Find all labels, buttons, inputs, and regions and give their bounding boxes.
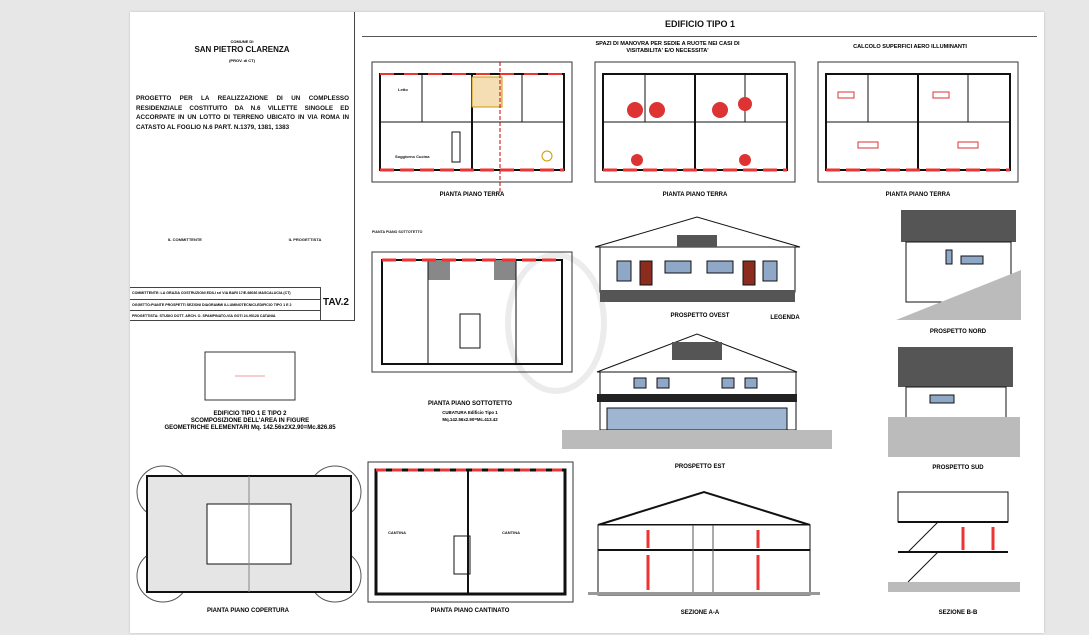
floor-plan-ground-2 — [595, 62, 795, 182]
caption-prospetto-sud: PROSPETTO SUD — [932, 465, 984, 471]
spazi-manovra-header: SPAZI DI MANOVRA PER SEDIE A RUOTE NEI CASI DI VISITABILITA' E/O NECESSITA' — [595, 41, 740, 54]
roof-plan — [135, 464, 363, 604]
project-description: PROGETTO PER LA REALIZZAZIONE DI UN COMPLESSO RESIDENZIALE COSTITUITO DA N.6 VILLETTE SINGOLE ED ACCORPATE IN UN LOTTO DI TERRENO UBICATO IN VIA ROMA IN CATASTO AL FOGLIO N.6 PART. N.1379, 1381, 1383 — [136, 95, 349, 131]
area-decomposition — [205, 352, 295, 402]
floor-plan-sottotetto — [372, 252, 572, 372]
city-name: SAN PIETRO CLARENZA — [194, 45, 290, 54]
comune-label: COMUNE DI — [230, 39, 254, 44]
section-bb — [888, 482, 1020, 592]
floor-plan-ground-3 — [818, 62, 1018, 182]
oggetto-row: OGGETTO:PIANTE PROSPETTI SEZIONI DIAGRAMMI ILLUMINOTECNICI-EDIFICIO TIPO 1 E 2 — [130, 300, 320, 311]
caption-prospetto-est: PROSPETTO EST — [674, 464, 726, 470]
committente-row: COMMITTENTE: LA GRAZIA COSTRUZIONI EDILI srl VIA BARI 17/E-98036 MASCALUCIA (CT) — [130, 288, 320, 300]
title-block — [130, 12, 355, 321]
room-label-cantina-2: CANTINA — [502, 530, 520, 535]
caption-prospetto-ovest: PROSPETTO OVEST — [670, 313, 730, 319]
cubatura-line1: CUBATURA Edificio Tipo 1 — [442, 410, 498, 415]
room-label-letto: Letto — [398, 87, 408, 92]
scomposizione-line3: GEOMETRICHE ELEMENTARI Mq. 142.56x2X2.90=Mc.826.85 — [164, 425, 336, 431]
elevation-sud — [888, 347, 1020, 457]
caption-sezione-aa: SEZIONE A-A — [680, 610, 720, 616]
caption-sezione-bb: SEZIONE B-B — [938, 610, 978, 616]
caption-pianta-terra-2: PIANTA PIANO TERRA — [662, 192, 728, 198]
caption-prospetto-nord: PROSPETTO NORD — [929, 329, 987, 335]
cubatura-line2: Mq.142.56x2.90=Mc.413.42 — [442, 417, 498, 422]
room-label-soggiorno: Soggiorno Cucina — [395, 154, 430, 159]
sheet-heading: EDIFICIO TIPO 1 — [665, 19, 736, 29]
caption-cantinato: PIANTA PIANO CANTINATO — [430, 608, 510, 614]
room-label-cantina-1: CANTINA — [388, 530, 406, 535]
sottotetto-note: PIANTA PIANO SOTTOTETTO — [372, 230, 423, 234]
caption-pianta-terra-1: PIANTA PIANO TERRA — [439, 192, 505, 198]
scomposizione-line2: SCOMPOSIZIONE DELL'AREA IN FIGURE — [190, 418, 310, 424]
calcolo-header: CALCOLO SUPERFICI AERO ILLUMINANTI — [853, 44, 967, 50]
elevation-nord — [896, 210, 1021, 320]
section-aa — [588, 480, 820, 595]
drawing-sheet — [130, 12, 1044, 633]
elevation-est — [562, 334, 832, 449]
elevation-ovest — [595, 217, 800, 302]
title-rows — [130, 287, 321, 321]
heading-rule — [362, 36, 1037, 37]
floor-plan-ground-1 — [372, 62, 572, 182]
progettista-label: IL PROGETTISTA — [288, 237, 322, 242]
progettista-row: PROGETTISTA: STUDIO DOTT. ARCH. O. SPAMPINATO-VIA GOTI 24-95128 CATANIA — [132, 314, 276, 318]
caption-pianta-terra-3: PIANTA PIANO TERRA — [885, 192, 951, 198]
legenda-label: LEGENDA — [770, 315, 800, 321]
committente-label: IL COMMITTENTE — [168, 237, 202, 242]
scomposizione-line1: EDIFICIO TIPO 1 E TIPO 2 — [213, 411, 287, 417]
province: (PROV. di CT) — [229, 58, 255, 63]
caption-copertura: PIANTA PIANO COPERTURA — [206, 608, 289, 614]
tav-number: TAV.2 — [323, 297, 349, 308]
caption-sottotetto: PIANTA PIANO SOTTOTETTO — [427, 401, 513, 407]
